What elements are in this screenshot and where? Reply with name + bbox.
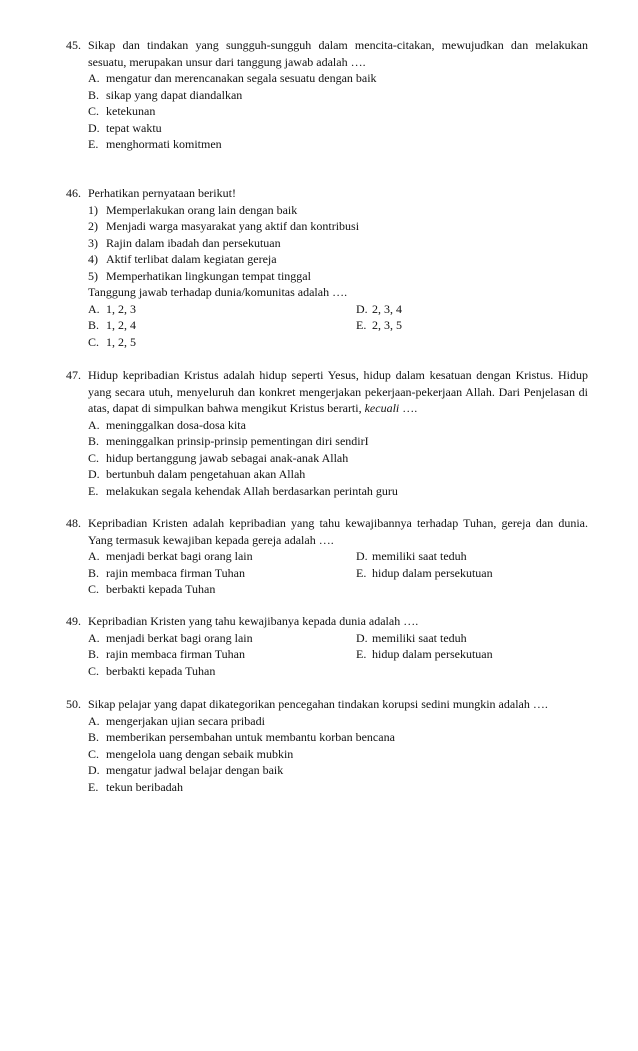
statement-2 bbox=[66, 218, 588, 235]
question-text: Sikap dan tindakan yang sungguh-sungguh dalam mencita-citakan, mewujudkan dan melakukan sesuatu, merupakan unsur dari tanggung jawab adalah …. bbox=[88, 38, 588, 69]
option-b bbox=[66, 87, 588, 104]
question-47 bbox=[66, 367, 588, 499]
option-text: 1, 2, 5 bbox=[106, 334, 136, 349]
option-a bbox=[66, 70, 588, 87]
option-text: memberikan persembahan untuk membantu korban bencana bbox=[106, 730, 395, 744]
option-a bbox=[66, 417, 588, 434]
question-45 bbox=[66, 37, 588, 153]
option-row-be bbox=[66, 565, 588, 582]
question-stem bbox=[66, 37, 588, 70]
option-c bbox=[66, 746, 588, 763]
option-e bbox=[66, 483, 588, 500]
option-text: mengatur jadwal belajar dengan baik bbox=[106, 763, 284, 777]
option-text: rajin membaca firman Tuhan bbox=[106, 647, 245, 661]
option-d bbox=[66, 762, 588, 779]
question-text: Hidup kepribadian Kristus adalah hidup seperti Yesus, hidup dalam kesatuan dengan Kristus. Hidup yang secara utuh, menyeluruh dan konkret mengerjakan pekerjaan-pekerjaan Allah. Dari Penjelasan di atas, dapat di simpulkan bahwa mengikut Kristus berarti, bbox=[88, 368, 588, 415]
question-number: 50. bbox=[66, 697, 81, 711]
option-d bbox=[66, 466, 588, 483]
option-text: ketekunan bbox=[106, 104, 156, 118]
option-letter: C. bbox=[88, 663, 100, 678]
statement-text: Menjadi warga masyarakat yang aktif dan kontribusi bbox=[106, 219, 360, 233]
option-text: menghormati komitmen bbox=[106, 137, 222, 151]
option-row-ad bbox=[66, 301, 588, 318]
option-text: mengatur dan merencanakan segala sesuatu dengan baik bbox=[106, 71, 377, 85]
option-letter: B. bbox=[88, 87, 100, 102]
option-c bbox=[66, 103, 588, 120]
option-letter: A. bbox=[88, 713, 100, 728]
option-c bbox=[66, 450, 588, 467]
question-46 bbox=[66, 185, 588, 350]
option-text: 1, 2, 4 bbox=[106, 318, 136, 332]
option-text: 2, 3, 5 bbox=[372, 318, 402, 332]
question-number: 45. bbox=[66, 38, 81, 52]
option-text: menjadi berkat bagi orang lain bbox=[106, 549, 253, 563]
option-text: tekun beribadah bbox=[106, 779, 183, 794]
question-prompt: Tanggung jawab terhadap dunia/komunitas adalah …. bbox=[88, 285, 348, 299]
option-text: mengerjakan ujian secara pribadi bbox=[106, 713, 265, 728]
option-row-be bbox=[66, 317, 588, 334]
option-letter: C. bbox=[88, 582, 100, 596]
option-e bbox=[66, 779, 588, 796]
option-letter: E. bbox=[356, 647, 367, 661]
option-e bbox=[356, 646, 493, 663]
option-letter: A. bbox=[88, 71, 100, 85]
option-letter: D. bbox=[88, 120, 100, 135]
option-letter: C. bbox=[88, 104, 100, 118]
statement-5 bbox=[66, 268, 588, 285]
option-text: hidup bertanggung jawab sebagai anak-anak Allah bbox=[106, 450, 349, 465]
question-number: 48. bbox=[66, 516, 81, 530]
option-d bbox=[356, 548, 467, 565]
option-b bbox=[66, 729, 588, 746]
option-text: mengelola uang dengan sebaik mubkin bbox=[106, 746, 294, 761]
option-text: hidup dalam persekutuan bbox=[372, 647, 493, 661]
question-50 bbox=[66, 696, 588, 795]
option-letter: B. bbox=[88, 647, 100, 661]
option-c bbox=[66, 581, 588, 598]
option-a bbox=[66, 713, 588, 730]
option-text: tepat waktu bbox=[106, 120, 162, 135]
question-text: Kepribadian Kristen yang tahu kewajibanya kepada dunia adalah …. bbox=[88, 614, 419, 628]
option-d bbox=[356, 301, 402, 318]
question-48 bbox=[66, 515, 588, 598]
option-text: meninggalkan prinsip-prinsip pementingan diri sendirI bbox=[106, 434, 369, 448]
statement-number: 2) bbox=[88, 219, 98, 233]
statement-number: 4) bbox=[88, 252, 98, 266]
option-letter: A. bbox=[88, 549, 100, 563]
question-number: 47. bbox=[66, 368, 81, 382]
option-text: memiliki saat teduh bbox=[372, 549, 467, 563]
option-letter: C. bbox=[88, 746, 100, 761]
option-letter: D. bbox=[88, 467, 100, 481]
option-row-ad bbox=[66, 630, 588, 647]
option-text: memiliki saat teduh bbox=[372, 630, 467, 645]
option-text: bertunbuh dalam pengetahuan akan Allah bbox=[106, 467, 306, 481]
option-text: berbakti kepada Tuhan bbox=[106, 663, 216, 678]
option-letter: D. bbox=[88, 763, 100, 777]
option-c bbox=[66, 663, 588, 680]
statement-number: 3) bbox=[88, 235, 98, 250]
option-letter: A. bbox=[88, 301, 100, 316]
question-text: Sikap pelajar yang dapat dikategorikan pencegahan tindakan korupsi sedini mungkin adalah …. bbox=[88, 697, 548, 711]
statement-text: Memperlakukan orang lain dengan baik bbox=[106, 202, 298, 217]
question-stem bbox=[66, 515, 588, 548]
question-49 bbox=[66, 613, 588, 679]
question-emphasis: kecuali bbox=[364, 401, 400, 415]
option-letter: B. bbox=[88, 565, 100, 580]
option-e bbox=[356, 565, 493, 582]
option-letter: C. bbox=[88, 334, 100, 349]
option-text: sikap yang dapat diandalkan bbox=[106, 87, 243, 102]
option-letter: A. bbox=[88, 630, 100, 645]
option-text: meninggalkan dosa-dosa kita bbox=[106, 417, 246, 432]
option-e bbox=[66, 136, 588, 153]
option-letter: D. bbox=[356, 549, 368, 563]
statement-text: Rajin dalam ibadah dan persekutuan bbox=[106, 235, 281, 250]
option-d bbox=[66, 120, 588, 137]
option-text: rajin membaca firman Tuhan bbox=[106, 565, 245, 580]
statement-4 bbox=[66, 251, 588, 268]
question-stem bbox=[66, 367, 588, 417]
statement-1 bbox=[66, 202, 588, 219]
statement-text: Memperhatikan lingkungan tempat tinggal bbox=[106, 268, 311, 283]
option-letter: E. bbox=[356, 318, 367, 332]
question-text-end: …. bbox=[399, 401, 418, 415]
question-text: Perhatikan pernyataan berikut! bbox=[88, 186, 236, 200]
option-b bbox=[66, 433, 588, 450]
option-text: 2, 3, 4 bbox=[372, 301, 402, 316]
question-stem bbox=[66, 613, 588, 630]
option-letter: C. bbox=[88, 450, 100, 465]
option-text: hidup dalam persekutuan bbox=[372, 565, 493, 580]
question-number: 49. bbox=[66, 614, 81, 628]
option-row-ad bbox=[66, 548, 588, 565]
option-letter: B. bbox=[88, 730, 100, 744]
option-text: berbakti kepada Tuhan bbox=[106, 582, 216, 596]
option-letter: A. bbox=[88, 417, 100, 432]
option-letter: E. bbox=[356, 565, 367, 580]
option-letter: B. bbox=[88, 434, 100, 448]
question-number: 46. bbox=[66, 186, 81, 200]
option-letter: D. bbox=[356, 630, 368, 645]
statement-number: 5) bbox=[88, 268, 98, 283]
option-row-be bbox=[66, 646, 588, 663]
option-text: melakukan segala kehendak Allah berdasarkan perintah guru bbox=[106, 483, 398, 498]
option-letter: D. bbox=[356, 301, 368, 316]
statement-3 bbox=[66, 235, 588, 252]
option-letter: E. bbox=[88, 779, 99, 794]
option-text: menjadi berkat bagi orang lain bbox=[106, 630, 253, 645]
option-c bbox=[66, 334, 588, 351]
option-d bbox=[356, 630, 467, 647]
option-letter: B. bbox=[88, 318, 100, 332]
statement-text: Aktif terlibat dalam kegiatan gereja bbox=[106, 252, 277, 266]
option-letter: E. bbox=[88, 137, 99, 151]
question-text: Kepribadian Kristen adalah kepribadian yang tahu kewajibannya terhadap Tuhan, gereja dan dunia. Yang termasuk kewajiban kepada gereja adalah …. bbox=[88, 516, 588, 547]
option-e bbox=[356, 317, 402, 334]
option-text: 1, 2, 3 bbox=[106, 301, 136, 316]
option-letter: E. bbox=[88, 483, 99, 498]
question-stem bbox=[66, 185, 588, 202]
statement-number: 1) bbox=[88, 202, 98, 217]
question-stem bbox=[66, 696, 588, 713]
